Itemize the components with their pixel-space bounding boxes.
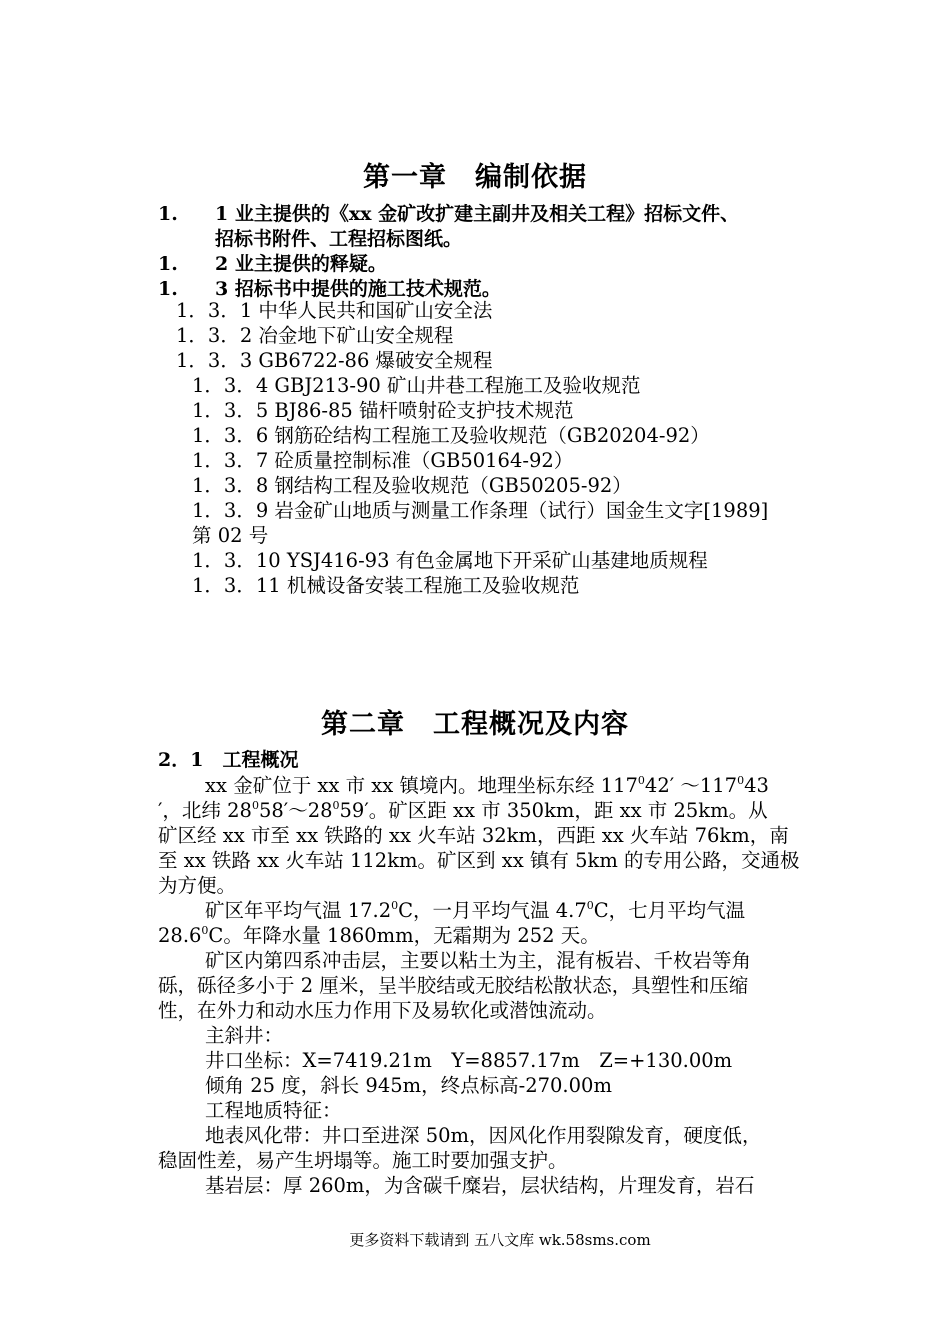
geology-weathered-line-2: 稳固性差，易产生坍塌等。施工时要加强支护。 [158,1149,568,1172]
text: 42′ ～117 [644,774,738,797]
paragraph-location-line-5: 为方便。 [158,874,237,897]
spec-1-3-8: 1．3．8 钢结构工程及验收规范（GB50205-92） [192,474,632,497]
paragraph-climate-line-1 [205,898,745,924]
degree-sup: 0 [251,798,259,812]
paragraph-location-line-2 [158,798,768,824]
text: C，七月平均气温 [593,899,746,922]
shaft-incline: 倾角 25 度，斜长 945m，终点标高-270.00m [205,1074,612,1097]
item-1-2 [158,251,387,277]
item-text: 1 业主提供的《xx 金矿改扩建主副井及相关工程》招标文件、 [215,203,740,225]
chapter-2-title: 第二章 工程概况及内容 [321,709,629,740]
item-num: 1. [158,278,178,300]
item-text: 3 招标书中提供的施工技术规范。 [215,278,501,300]
paragraph-location-line-4: 至 xx 铁路 xx 火车站 112km。矿区到 xx 镇有 5km 的专用公路，交通极 [158,849,800,872]
degree-sup: 0 [201,923,209,937]
shaft-label: 主斜井： [205,1024,284,1047]
footer-download-note: 更多资料下载请到 五八文库 wk.58sms.com [349,1231,651,1249]
text: xx 金矿位于 xx 市 xx 镇境内。地理坐标东经 117 [205,774,638,797]
text: ′，北纬 28 [158,799,252,822]
geology-weathered-line-1: 地表风化带：井口至进深 50m，因风化作用裂隙发育，硬度低， [205,1124,762,1147]
paragraph-strata-line-1: 矿区内第四系冲击层，主要以粘土为主，混有板岩、千枚岩等角 [205,949,752,972]
spec-1-3-11: 1．3．11 机械设备安装工程施工及验收规范 [192,574,580,597]
text: C，一月平均气温 4.7 [398,899,587,922]
spec-1-3-5: 1．3．5 BJ86-85 锚杆喷射砼支护技术规范 [192,399,574,422]
chapter-1-title: 第一章 编制依据 [363,162,587,193]
shaft-coordinates: 井口坐标：X=7419.21m Y=8857.17m Z=+130.00m [205,1049,733,1072]
degree-sup: 0 [737,773,745,787]
text: 59′。矿区距 xx 市 350km，距 xx 市 25km。从 [339,799,768,822]
degree-sup: 0 [637,773,645,787]
paragraph-climate-line-2 [158,923,600,949]
section-2-1-heading: 2．1 工程概况 [158,749,299,771]
spec-1-3-4: 1．3．4 GBJ213-90 矿山井巷工程施工及验收规范 [192,374,641,397]
item-text: 招标书附件、工程招标图纸。 [215,228,463,250]
paragraph-location-line-3: 矿区经 xx 市至 xx 铁路的 xx 火车站 32km，西距 xx 火车站 76km，南 [158,824,789,847]
text: 28.6 [158,924,202,947]
spec-1-3-9-cont: 第 02 号 [192,524,269,547]
paragraph-strata-line-3: 性，在外力和动水压力作用下及易软化或潜蚀流动。 [158,999,607,1022]
degree-sup: 0 [391,898,399,912]
item-1-1 [158,201,739,227]
item-num: 1. [158,203,178,225]
spec-1-3-10: 1．3．10 YSJ416-93 有色金属地下开采矿山基建地质规程 [192,549,708,572]
paragraph-strata-line-2: 砾，砾径多小于 2 厘米，呈半胶结或无胶结松散状态，具塑性和压缩 [158,974,749,997]
spec-1-3-1: 1．3．1 中华人民共和国矿山安全法 [176,299,493,322]
text: 43 [744,774,769,797]
spec-1-3-6: 1．3．6 钢筋砼结构工程施工及验收规范（GB20204-92） [192,424,710,447]
geology-bedrock-line: 基岩层：厚 260m，为含碳千糜岩，层状结构，片理发育，岩石 [205,1174,755,1197]
item-num: 1. [158,253,178,275]
text: 58′～28 [258,799,333,822]
paragraph-location-line-1 [205,773,769,799]
spec-1-3-2: 1．3．2 冶金地下矿山安全规程 [176,324,454,347]
spec-1-3-7: 1．3．7 砼质量控制标准（GB50164-92） [192,449,574,472]
degree-sup: 0 [332,798,340,812]
item-1-1-cont [215,226,462,252]
spec-1-3-9: 1．3．9 岩金矿山地质与测量工作条理（试行）国金生文字[1989] [192,499,769,522]
text: C。年降水量 1860mm，无霜期为 252 天。 [208,924,600,947]
geology-label: 工程地质特征： [205,1099,342,1122]
text: 矿区年平均气温 17.2 [205,899,392,922]
degree-sup: 0 [586,898,594,912]
item-text: 2 业主提供的释疑。 [215,253,387,275]
spec-1-3-3: 1．3．3 GB6722-86 爆破安全规程 [176,349,493,372]
